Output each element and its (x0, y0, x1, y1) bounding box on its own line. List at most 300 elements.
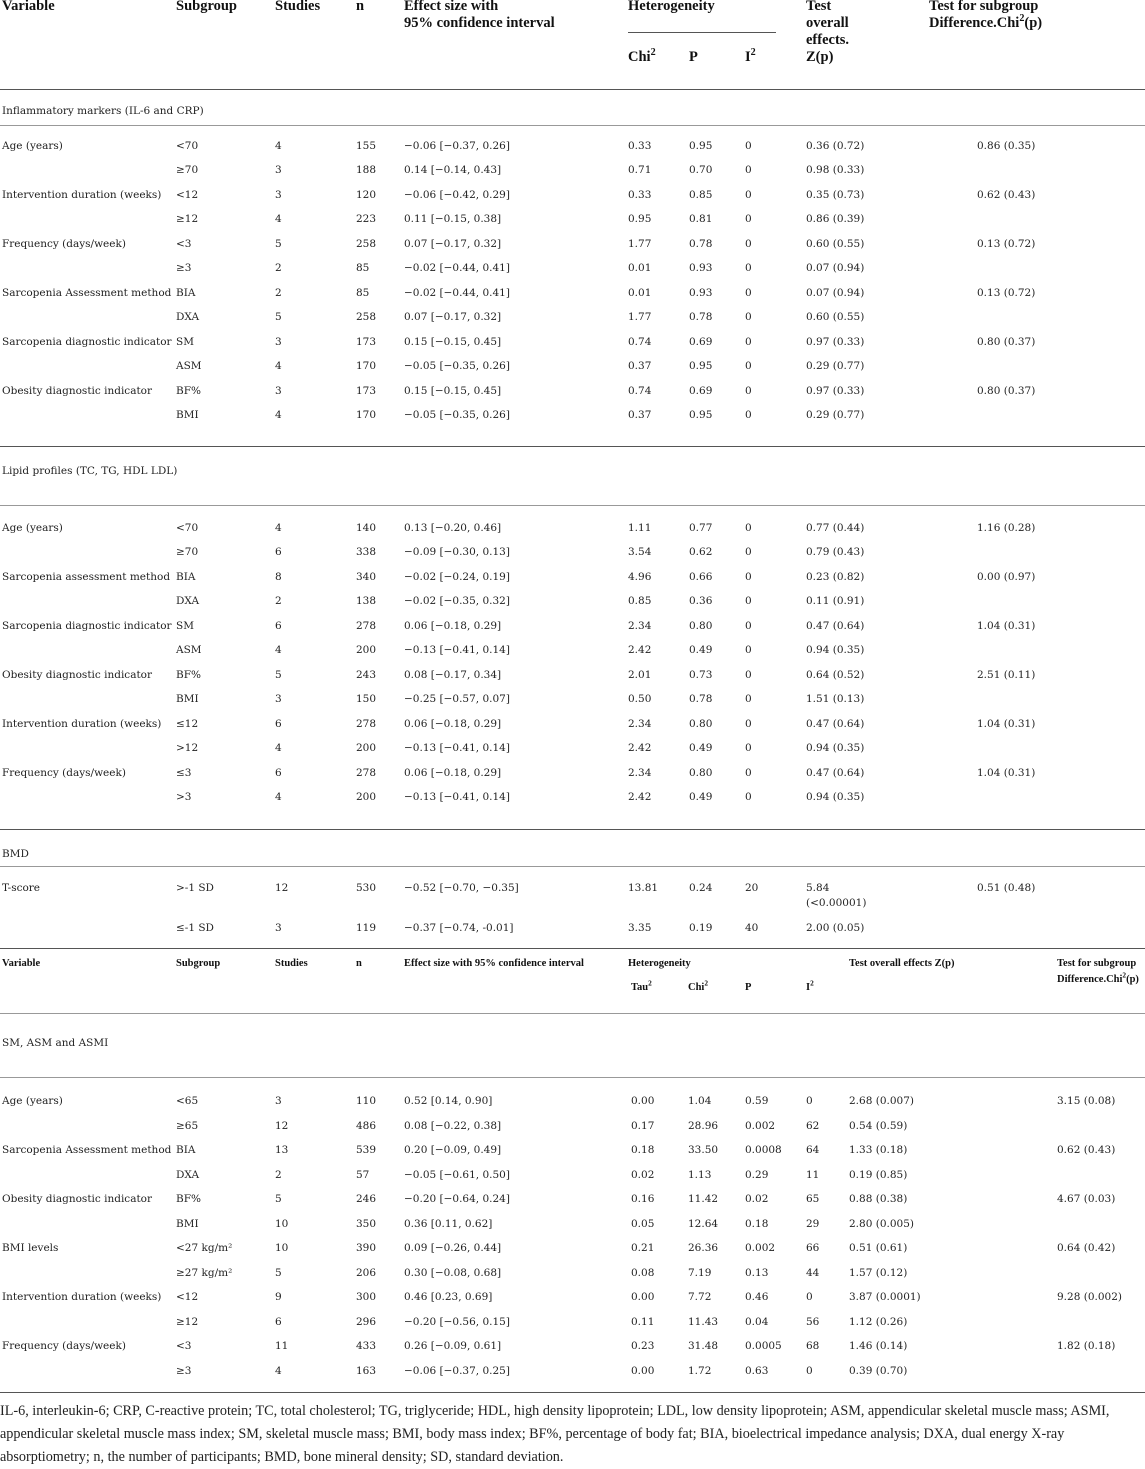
t1-cell-subgroup: ASM (176, 644, 202, 657)
t1-cell-p: 0.49 (689, 790, 713, 803)
t2-cell-subgroup: ≥27 kg/m² (176, 1266, 233, 1279)
t1-cell-n: 170 (356, 360, 377, 373)
t2-cell-i2: 0 (806, 1291, 813, 1303)
t2-cell-chi2: 7.72 (688, 1291, 712, 1303)
t2-cell-p: 0.04 (745, 1315, 769, 1328)
t1-cell-n: 170 (356, 408, 377, 421)
t2-cell-studies: 10 (275, 1242, 289, 1254)
t2-cell-p: 0.59 (745, 1095, 769, 1107)
t1-cell-chi2: 0.50 (628, 693, 652, 706)
t1-cell-subgroup: <3 (176, 237, 192, 250)
t1-section-title: BMD (2, 848, 29, 860)
t1-cell-subgroup: SM (176, 619, 194, 632)
t1-cell-overall: 0.60 (0.55) (806, 237, 865, 250)
t2-cell-tau2: 0.21 (631, 1242, 655, 1254)
t1-cell-diff: 0.13 (0.72) (977, 237, 1036, 250)
t1-cell-variable: Sarcopenia diagnostic indicator (2, 619, 172, 632)
t1-cell-chi2: 0.33 (628, 188, 652, 201)
t1-cell-studies: 6 (275, 546, 282, 559)
t1-cell-chi2: 13.81 (628, 882, 659, 894)
t1-cell-overall: 0.94 (0.35) (806, 790, 865, 803)
t1-cell-n: 173 (356, 384, 377, 397)
t1-cell-chi2: 1.11 (628, 522, 652, 534)
t2-cell-tau2: 0.17 (631, 1119, 655, 1132)
t1-col-diff-line2: Difference.Chi$^2$(p) (929, 13, 1043, 31)
t1-cell-subgroup: ≥70 (176, 546, 199, 559)
t2-section-rule (0, 1077, 1145, 1078)
t1-cell-studies: 4 (275, 644, 282, 657)
t1-col-studies: Studies (275, 0, 321, 14)
t1-cell-diff: 1.04 (0.31) (977, 766, 1036, 779)
t1-cell-subgroup: >3 (176, 790, 192, 803)
t1-cell-n: 120 (356, 188, 377, 201)
t2-cell-diff: 3.15 (0.08) (1057, 1095, 1116, 1107)
t1-cell-effect: −0.13 [−0.41, 0.14] (404, 790, 510, 803)
t2-cell-overall: 0.88 (0.38) (849, 1193, 908, 1205)
t2-cell-chi2: 11.42 (688, 1193, 719, 1205)
t2-cell-studies: 9 (275, 1291, 282, 1303)
t1-cell-effect: −0.05 [−0.35, 0.26] (404, 360, 510, 373)
t1-cell-studies: 3 (275, 335, 282, 348)
t1-cell-studies: 4 (275, 360, 282, 373)
t2-cell-variable: BMI levels (2, 1242, 59, 1254)
t1-cell-chi2: 0.85 (628, 595, 652, 608)
t2-cell-i2: 65 (806, 1193, 820, 1205)
t1-cell-chi2: 1.77 (628, 237, 652, 250)
t1-cell-effect: −0.52 [−0.70, −0.35] (404, 882, 519, 894)
t1-cell-subgroup: BF% (176, 384, 201, 397)
t1-cell-diff: 1.16 (0.28) (977, 522, 1036, 534)
t2-cell-p: 0.18 (745, 1217, 769, 1230)
t1-cell-overall: 2.00 (0.05) (806, 922, 865, 934)
t1-col-i2: $I^2$ (745, 47, 756, 65)
t1-col-subgroup: Subgroup (176, 0, 237, 14)
t2-cell-n: 110 (356, 1095, 377, 1107)
t2-cell-tau2: 0.00 (631, 1291, 655, 1303)
t1-cell-diff: 0.13 (0.72) (977, 286, 1036, 299)
t1-cell-overall: 0.98 (0.33) (806, 164, 865, 177)
t2-cell-studies: 2 (275, 1168, 282, 1181)
t1-cell-i2: 0 (745, 742, 752, 755)
t1-cell-overall: 0.36 (0.72) (806, 140, 865, 152)
t2-col-overall: Test overall effects Z(p) (849, 958, 955, 969)
t1-cell-effect: 0.07 [−0.17, 0.32] (404, 237, 502, 250)
t1-cell-p: 0.95 (689, 360, 713, 373)
t2-cell-subgroup: ≥12 (176, 1315, 199, 1328)
t1-cell-studies: 6 (275, 717, 282, 730)
t1-cell-chi2: 0.37 (628, 360, 652, 373)
t1-cell-effect: 0.06 [−0.18, 0.29] (404, 717, 502, 730)
t1-cell-effect: −0.02 [−0.24, 0.19] (404, 570, 510, 583)
t1-cell-n: 140 (356, 522, 377, 534)
t1-cell-diff: 0.80 (0.37) (977, 384, 1036, 397)
t1-cell-p: 0.49 (689, 742, 713, 755)
t2-cell-n: 390 (356, 1242, 377, 1254)
t1-cell-i2: 0 (745, 717, 752, 730)
t1-cell-studies: 4 (275, 140, 282, 152)
t1-cell-n: 340 (356, 570, 377, 583)
t2-col-heterogeneity: Heterogeneity (628, 958, 691, 969)
t2-cell-studies: 12 (275, 1119, 289, 1132)
t1-cell-p: 0.81 (689, 213, 713, 226)
t2-cell-subgroup: DXA (176, 1168, 200, 1181)
t1-cell-p: 0.70 (689, 164, 713, 177)
t2-col-variable: Variable (2, 958, 41, 969)
t2-cell-variable: Obesity diagnostic indicator (2, 1193, 153, 1205)
t2-cell-p: 0.0008 (745, 1144, 782, 1156)
t2-col-diff-line1: Test for subgroup (1057, 958, 1137, 969)
t2-cell-diff: 9.28 (0.002) (1057, 1291, 1122, 1303)
t1-cell-p: 0.85 (689, 188, 713, 201)
t1-cell-i2: 0 (745, 522, 752, 534)
t2-cell-tau2: 0.16 (631, 1193, 655, 1205)
t1-cell-effect: 0.06 [−0.18, 0.29] (404, 766, 502, 779)
t2-col-diff-line2: Difference.Chi$^2$(p) (1057, 970, 1139, 985)
t1-cell-studies: 6 (275, 619, 282, 632)
t1-cell-subgroup: <12 (176, 188, 199, 201)
t2-cell-i2: 11 (806, 1168, 820, 1181)
t1-cell-i2: 0 (745, 766, 752, 779)
t1-cell-p: 0.19 (689, 922, 713, 934)
t2-cell-p: 0.002 (745, 1242, 776, 1254)
t1-cell-n: 85 (356, 262, 370, 275)
t1-cell-variable: Obesity diagnostic indicator (2, 384, 153, 397)
t2-cell-tau2: 0.11 (631, 1315, 655, 1328)
t2-cell-n: 433 (356, 1340, 377, 1352)
t1-cell-p: 0.69 (689, 335, 713, 348)
t1-cell-p: 0.93 (689, 262, 713, 275)
t2-cell-n: 486 (356, 1119, 377, 1132)
t1-cell-studies: 5 (275, 668, 282, 681)
t2-cell-overall: 1.33 (0.18) (849, 1144, 908, 1156)
t1-cell-studies: 5 (275, 237, 282, 250)
t1-cell-subgroup: BIA (176, 570, 196, 583)
t2-col-i2: $I^2$ (806, 978, 814, 993)
t1-cell-i2: 0 (745, 619, 752, 632)
t1-cell-n: 85 (356, 286, 370, 299)
t1-cell-i2: 0 (745, 570, 752, 583)
t1-cell-overall: 0.07 (0.94) (806, 262, 865, 275)
t1-cell-p: 0.24 (689, 882, 713, 894)
t1-cell-chi2: 0.71 (628, 164, 652, 177)
t1-cell-diff: 0.51 (0.48) (977, 882, 1036, 894)
t1-cell-p: 0.95 (689, 140, 713, 152)
t2-cell-studies: 5 (275, 1193, 282, 1205)
t1-cell-n: 200 (356, 742, 377, 755)
t1-cell-overall: 0.47 (0.64) (806, 717, 865, 730)
t1-cell-studies: 3 (275, 922, 282, 934)
t1-cell-p: 0.62 (689, 546, 713, 559)
t1-cell-n: 173 (356, 335, 377, 348)
t2-cell-chi2: 1.04 (688, 1095, 712, 1107)
t1-cell-studies: 3 (275, 384, 282, 397)
t1-cell-i2: 0 (745, 188, 752, 201)
t1-cell-variable: Intervention duration (weeks) (2, 188, 162, 201)
t1-cell-subgroup: BMI (176, 693, 199, 706)
t1-cell-subgroup: <70 (176, 140, 199, 152)
t1-col-overall-line1: Test (806, 0, 832, 14)
t1-cell-i2: 0 (745, 384, 752, 397)
t1-cell-variable: Frequency (days/week) (2, 766, 126, 779)
t2-cell-overall: 2.80 (0.005) (849, 1217, 914, 1230)
t1-section-rule (0, 866, 1145, 867)
t1-cell-effect: −0.25 [−0.57, 0.07] (404, 693, 510, 706)
t1-cell-p: 0.36 (689, 595, 713, 608)
t2-section-title: SM, ASM and ASMI (2, 1037, 109, 1049)
t2-col-n: n (356, 958, 362, 969)
t1-cell-i2: 0 (745, 790, 752, 803)
t1-col-n: n (356, 0, 365, 14)
t2-cell-effect: 0.26 [−0.09, 0.61] (404, 1340, 502, 1352)
t2-cell-tau2: 0.00 (631, 1095, 655, 1107)
t1-cell-p: 0.66 (689, 570, 713, 583)
t2-header-rule (0, 1013, 1145, 1014)
t1-cell-variable: T-score (2, 882, 41, 894)
t1-cell-p: 0.80 (689, 717, 713, 730)
t1-cell-subgroup: ≥3 (176, 262, 192, 275)
t1-cell-overall: 0.47 (0.64) (806, 619, 865, 632)
t1-cell-effect: −0.02 [−0.44, 0.41] (404, 262, 510, 275)
t1-cell-chi2: 2.42 (628, 644, 652, 657)
t1-cell-chi2: 4.96 (628, 570, 652, 583)
t2-cell-p: 0.29 (745, 1168, 769, 1181)
t1-cell-overall: 0.94 (0.35) (806, 644, 865, 657)
t2-cell-subgroup: BMI (176, 1217, 199, 1230)
t1-cell-i2: 0 (745, 360, 752, 373)
t1-col-diff-line1: Test for subgroup (929, 0, 1039, 14)
t1-cell-n: 200 (356, 644, 377, 657)
t1-cell-n: 119 (356, 922, 377, 934)
t2-cell-p: 0.46 (745, 1291, 769, 1303)
t1-cell-n: 223 (356, 213, 377, 226)
t1-cell-i2: 0 (745, 140, 752, 152)
t1-cell-studies: 5 (275, 311, 282, 324)
t1-cell-studies: 2 (275, 286, 282, 299)
t2-cell-i2: 44 (806, 1266, 820, 1279)
t1-cell-variable: Sarcopenia assessment method (2, 570, 171, 583)
t1-cell-i2: 0 (745, 262, 752, 275)
t1-cell-studies: 2 (275, 595, 282, 608)
t2-cell-effect: −0.06 [−0.37, 0.25] (404, 1364, 510, 1377)
t2-cell-tau2: 0.18 (631, 1144, 655, 1156)
t2-cell-tau2: 0.08 (631, 1266, 655, 1279)
t1-cell-subgroup: <70 (176, 522, 199, 534)
t1-cell-effect: −0.06 [−0.37, 0.26] (404, 140, 510, 152)
t1-cell-effect: −0.37 [−0.74, -0.01] (404, 922, 514, 934)
t2-cell-i2: 0 (806, 1364, 813, 1377)
t2-cell-chi2: 1.72 (688, 1364, 712, 1377)
t1-cell-studies: 3 (275, 693, 282, 706)
t2-cell-chi2: 7.19 (688, 1266, 712, 1279)
t1-cell-effect: −0.02 [−0.35, 0.32] (404, 595, 510, 608)
t2-cell-i2: 68 (806, 1340, 820, 1352)
t2-cell-n: 57 (356, 1168, 370, 1181)
t1-cell-i2: 0 (745, 668, 752, 681)
t2-cell-p: 0.002 (745, 1119, 776, 1132)
t2-top-rule (0, 948, 1145, 949)
t2-cell-subgroup: ≥3 (176, 1364, 192, 1377)
t2-cell-n: 539 (356, 1144, 377, 1156)
t1-cell-n: 188 (356, 164, 377, 177)
t1-cell-overall: (<0.00001) (806, 897, 867, 909)
t1-cell-subgroup: DXA (176, 595, 200, 608)
t1-cell-overall: 0.64 (0.52) (806, 668, 865, 681)
t2-cell-subgroup: <65 (176, 1095, 199, 1107)
t2-cell-chi2: 11.43 (688, 1315, 719, 1328)
t2-cell-effect: −0.20 [−0.64, 0.24] (404, 1193, 510, 1205)
t1-cell-overall: 1.51 (0.13) (806, 693, 865, 706)
t1-header-rule (0, 89, 1145, 90)
t2-col-subgroup: Subgroup (176, 958, 221, 969)
t1-cell-studies: 6 (275, 766, 282, 779)
t2-cell-p: 0.63 (745, 1364, 769, 1377)
t1-cell-overall: 0.47 (0.64) (806, 766, 865, 779)
t2-cell-chi2: 33.50 (688, 1144, 719, 1156)
t1-cell-effect: −0.06 [−0.42, 0.29] (404, 188, 510, 201)
t2-cell-overall: 0.54 (0.59) (849, 1119, 908, 1132)
t1-cell-p: 0.80 (689, 766, 713, 779)
t2-cell-studies: 10 (275, 1217, 289, 1230)
t2-cell-chi2: 12.64 (688, 1217, 719, 1230)
t1-cell-p: 0.78 (689, 237, 713, 250)
t1-col-overall-line2: overall (806, 15, 849, 31)
t1-cell-diff: 1.04 (0.31) (977, 619, 1036, 632)
t1-cell-subgroup: ≥12 (176, 213, 199, 226)
t1-cell-n: 258 (356, 237, 377, 250)
t1-cell-studies: 4 (275, 742, 282, 755)
t1-cell-variable: Intervention duration (weeks) (2, 717, 162, 730)
t1-col-overall-line3: effects. (806, 32, 850, 48)
t1-cell-effect: 0.15 [−0.15, 0.45] (404, 384, 502, 397)
t1-cell-overall: 0.29 (0.77) (806, 408, 865, 421)
t2-cell-variable: Frequency (days/week) (2, 1340, 126, 1352)
t2-cell-i2: 0 (806, 1095, 813, 1107)
t1-cell-studies: 8 (275, 570, 282, 583)
t1-cell-effect: 0.08 [−0.17, 0.34] (404, 668, 502, 681)
t1-cell-diff: 0.62 (0.43) (977, 188, 1036, 201)
t2-col-chi2: Chi$^2$ (688, 978, 709, 993)
t1-cell-diff: 0.80 (0.37) (977, 335, 1036, 348)
t1-cell-n: 338 (356, 546, 377, 559)
t1-cell-i2: 0 (745, 213, 752, 226)
t1-cell-subgroup: ≤3 (176, 766, 192, 779)
t1-cell-overall: 0.77 (0.44) (806, 522, 865, 534)
t2-cell-diff: 1.82 (0.18) (1057, 1340, 1116, 1352)
t1-cell-variable: Age (years) (2, 140, 63, 152)
t2-cell-overall: 0.51 (0.61) (849, 1242, 908, 1254)
t1-cell-chi2: 2.34 (628, 619, 652, 632)
t1-col-effect-line1: Effect size with (404, 0, 499, 14)
t2-cell-diff: 0.64 (0.42) (1057, 1242, 1116, 1254)
t1-cell-i2: 0 (745, 644, 752, 657)
t1-section-bottom-rule (0, 446, 1145, 447)
t1-cell-subgroup: ≤-1 SD (176, 922, 214, 934)
t2-cell-n: 296 (356, 1315, 377, 1328)
t1-cell-diff: 0.86 (0.35) (977, 140, 1036, 152)
t2-cell-overall: 2.68 (0.007) (849, 1095, 914, 1107)
t1-cell-chi2: 2.34 (628, 717, 652, 730)
t2-cell-p: 0.13 (745, 1266, 769, 1279)
t1-cell-i2: 0 (745, 408, 752, 421)
t2-cell-effect: 0.09 [−0.26, 0.44] (404, 1242, 502, 1254)
t1-cell-p: 0.77 (689, 522, 713, 534)
t2-cell-subgroup: <27 kg/m² (176, 1242, 233, 1254)
t1-cell-effect: −0.13 [−0.41, 0.14] (404, 644, 510, 657)
t2-cell-n: 300 (356, 1291, 377, 1303)
t2-cell-i2: 66 (806, 1242, 820, 1254)
t1-col-heterogeneity: Heterogeneity (628, 0, 715, 14)
t1-cell-variable: Obesity diagnostic indicator (2, 668, 153, 681)
t1-cell-overall: 0.60 (0.55) (806, 311, 865, 324)
t1-cell-studies: 4 (275, 790, 282, 803)
t1-cell-i2: 20 (745, 882, 759, 894)
t1-cell-subgroup: BF% (176, 668, 201, 681)
t2-cell-subgroup: BF% (176, 1193, 201, 1205)
t2-cell-i2: 62 (806, 1119, 820, 1132)
t1-cell-variable: Frequency (days/week) (2, 237, 126, 250)
t1-cell-chi2: 0.01 (628, 262, 652, 275)
t1-cell-subgroup: ASM (176, 360, 202, 373)
t2-cell-n: 246 (356, 1193, 377, 1205)
t2-col-effect: Effect size with 95% confidence interval (404, 958, 584, 969)
t2-cell-p: 0.02 (745, 1193, 769, 1205)
t2-col-p: P (745, 982, 752, 993)
t1-cell-studies: 3 (275, 188, 282, 201)
t1-cell-n: 138 (356, 595, 377, 608)
t1-col-p: P (689, 49, 698, 65)
t2-bottom-rule (0, 1392, 1145, 1393)
t1-cell-n: 150 (356, 693, 377, 706)
t1-cell-chi2: 0.74 (628, 335, 652, 348)
t1-cell-variable: Sarcopenia diagnostic indicator (2, 335, 172, 348)
t2-cell-effect: −0.20 [−0.56, 0.15] (404, 1315, 510, 1328)
t1-cell-overall: 0.23 (0.82) (806, 570, 865, 583)
t1-cell-n: 278 (356, 766, 377, 779)
t1-col-effect-line2: 95% confidence interval (404, 15, 555, 31)
t1-cell-studies: 4 (275, 522, 282, 534)
t1-cell-effect: 0.06 [−0.18, 0.29] (404, 619, 502, 632)
t2-col-studies: Studies (275, 958, 308, 969)
t2-cell-overall: 1.12 (0.26) (849, 1315, 908, 1328)
t1-cell-n: 200 (356, 790, 377, 803)
t2-cell-variable: Intervention duration (weeks) (2, 1291, 162, 1303)
t1-heterogeneity-rule (628, 32, 776, 33)
t1-cell-studies: 4 (275, 408, 282, 421)
t1-cell-overall: 0.07 (0.94) (806, 286, 865, 299)
t2-cell-effect: −0.05 [−0.61, 0.50] (404, 1168, 510, 1181)
t1-cell-n: 278 (356, 619, 377, 632)
t1-section-title: Lipid profiles (TC, TG, HDL LDL) (2, 465, 178, 477)
t1-cell-p: 0.69 (689, 384, 713, 397)
t1-cell-subgroup: ≥70 (176, 164, 199, 177)
t1-cell-p: 0.78 (689, 693, 713, 706)
t1-cell-effect: 0.15 [−0.15, 0.45] (404, 335, 502, 348)
t1-cell-chi2: 2.01 (628, 668, 652, 681)
t2-cell-i2: 29 (806, 1217, 820, 1230)
t2-cell-i2: 64 (806, 1144, 820, 1156)
t2-cell-subgroup: ≥65 (176, 1119, 199, 1132)
t1-cell-p: 0.78 (689, 311, 713, 324)
t1-cell-subgroup: >-1 SD (176, 882, 214, 894)
t1-section-rule (0, 505, 1145, 506)
t2-cell-overall: 3.87 (0.0001) (849, 1291, 921, 1303)
t1-cell-diff: 0.00 (0.97) (977, 570, 1036, 583)
t1-cell-subgroup: BMI (176, 408, 199, 421)
t1-cell-overall: 0.11 (0.91) (806, 595, 865, 608)
t1-cell-studies: 2 (275, 262, 282, 275)
t2-cell-diff: 4.67 (0.03) (1057, 1193, 1116, 1205)
t2-cell-n: 206 (356, 1266, 377, 1279)
